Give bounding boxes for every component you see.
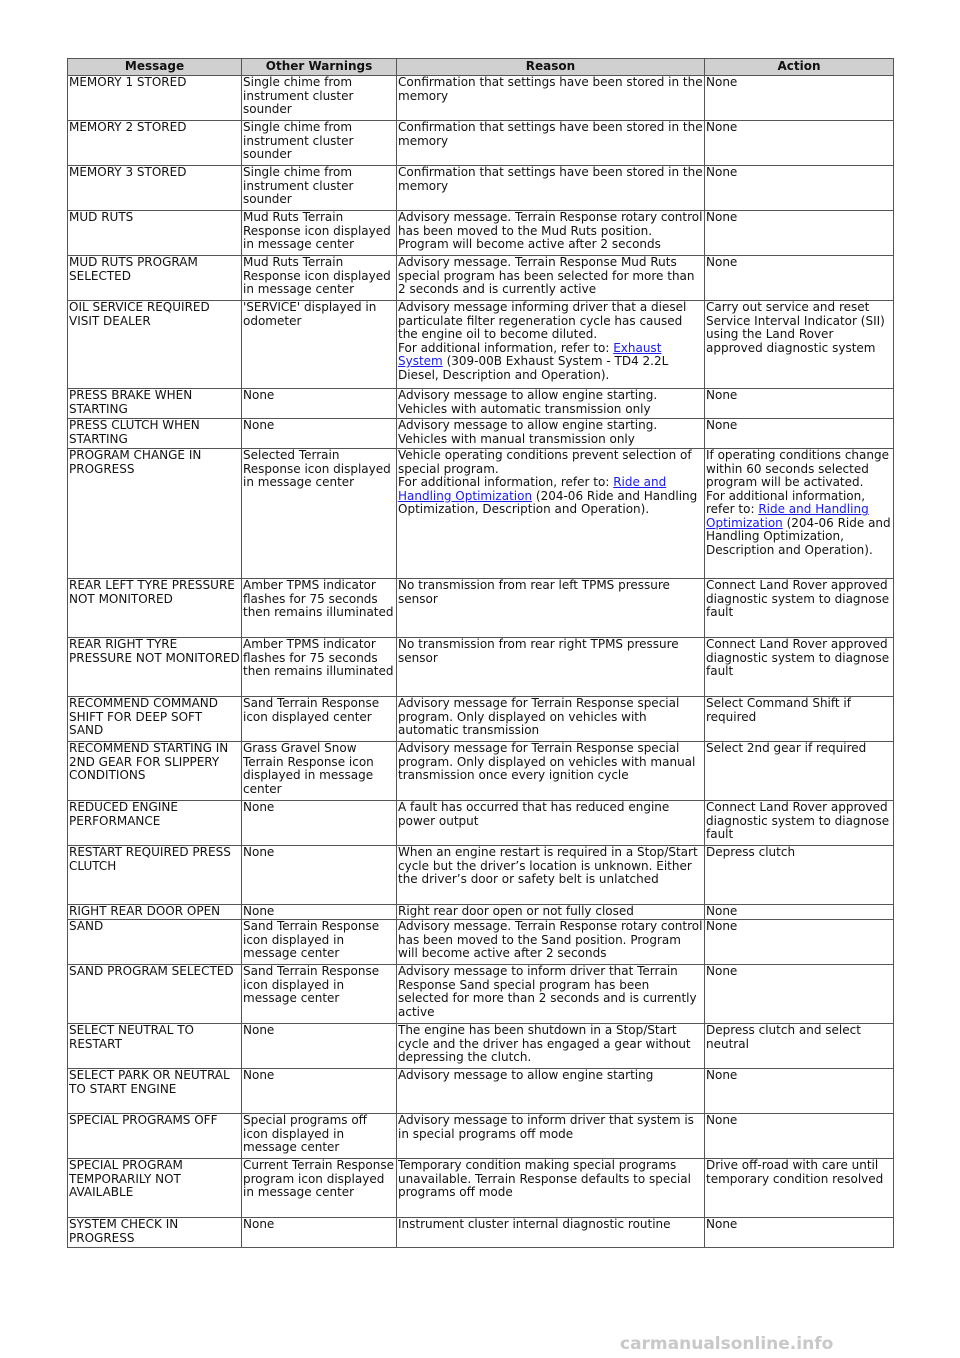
- cell-message: [68, 256, 242, 301]
- cell-other-warnings: [242, 301, 397, 389]
- cell-reason: [397, 1218, 705, 1248]
- cell-message: [68, 579, 242, 638]
- cell-other-warnings-text: None: [243, 1068, 275, 1082]
- cell-message-text: SPECIAL PROGRAM TEMPORARILY NOT AVAILABLE: [69, 1158, 183, 1199]
- cell-reason: [397, 638, 705, 697]
- cell-message: [68, 697, 242, 742]
- cell-message-text: SELECT PARK OR NEUTRAL TO START ENGINE: [69, 1068, 230, 1096]
- cell-other-warnings-text: Amber TPMS indicator flashes for 75 seconds then remains illuminated: [243, 578, 394, 619]
- cell-message: [68, 166, 242, 211]
- cell-message-text: MEMORY 2 STORED: [69, 120, 187, 134]
- cell-message-text: RECOMMEND COMMAND SHIFT FOR DEEP SOFT SAND: [69, 696, 219, 737]
- table-row: [68, 301, 894, 389]
- cell-message: [68, 905, 242, 920]
- cell-other-warnings: [242, 166, 397, 211]
- watermark: carmanualsonline.info: [620, 1334, 834, 1354]
- cell-action-text: None: [706, 388, 738, 402]
- cell-other-warnings-text: Amber TPMS indicator flashes for 75 seconds then remains illuminated: [243, 637, 394, 678]
- cell-other-warnings: [242, 449, 397, 579]
- reference-suffix: (309-00B Exhaust System - TD4 2.2L Diesel, Description and Operation).: [398, 354, 669, 382]
- table-row: [68, 121, 894, 166]
- cell-other-warnings-text: Grass Gravel Snow Terrain Response icon displayed in message center: [243, 741, 374, 796]
- cell-action-text: Depress clutch: [706, 845, 796, 859]
- reference-prefix: For additional information, refer to:: [398, 475, 614, 489]
- cell-action: [705, 801, 894, 846]
- cell-reason: [397, 76, 705, 121]
- table-row: [68, 846, 894, 905]
- cell-message-text: RECOMMEND STARTING IN 2ND GEAR FOR SLIPPERY CONDITIONS: [69, 741, 229, 782]
- document-page: [67, 58, 893, 1248]
- cell-message: [68, 965, 242, 1024]
- cell-reason-text: Confirmation that settings have been stored in the memory: [398, 75, 703, 103]
- cell-action-text: None: [706, 1217, 738, 1231]
- cell-message: [68, 1024, 242, 1069]
- table-row: [68, 1159, 894, 1218]
- cell-action: [705, 1024, 894, 1069]
- cell-other-warnings: [242, 846, 397, 905]
- table-header-row: [68, 59, 894, 76]
- cell-reason: [397, 389, 705, 419]
- cell-message-text: PRESS BRAKE WHEN STARTING: [69, 388, 193, 416]
- cell-action: [705, 1218, 894, 1248]
- reference-link[interactable]: Ride and Handling Optimization: [398, 475, 667, 503]
- cell-other-warnings-text: None: [243, 1217, 275, 1231]
- reference-prefix: For additional information, refer to:: [398, 340, 614, 355]
- cell-message: [68, 1159, 242, 1218]
- table-row: [68, 166, 894, 211]
- cell-other-warnings: [242, 920, 397, 965]
- table-row: [68, 965, 894, 1024]
- cell-action-text: Drive off-road with care until temporary condition resolved: [706, 1158, 884, 1186]
- cell-reason-text: Advisory message to allow engine starting. Vehicles with manual transmission only: [398, 418, 658, 446]
- header-message: Message: [68, 59, 242, 76]
- cell-message: [68, 389, 242, 419]
- cell-action-text: None: [706, 120, 738, 134]
- table-row: [68, 389, 894, 419]
- cell-reason: [397, 846, 705, 905]
- cell-other-warnings-text: Sand Terrain Response icon displayed center: [243, 696, 380, 724]
- reference-link[interactable]: Exhaust System: [398, 340, 662, 368]
- cell-other-warnings-text: None: [243, 800, 275, 814]
- cell-reason: [397, 801, 705, 846]
- cell-action: [705, 965, 894, 1024]
- cell-reason-text: When an engine restart is required in a Stop/Start cycle but the driver’s location is unknown. Either the driver’s door or safety belt is unlatched: [398, 845, 698, 886]
- cell-message: [68, 449, 242, 579]
- cell-other-warnings: [242, 211, 397, 256]
- cell-message-text: RESTART REQUIRED PRESS CLUTCH: [69, 845, 231, 873]
- cell-action: [705, 256, 894, 301]
- cell-reason: [397, 256, 705, 301]
- cell-action-text: None: [706, 75, 738, 89]
- table-row: [68, 1114, 894, 1159]
- cell-message-text: PRESS CLUTCH WHEN STARTING: [69, 418, 200, 446]
- cell-reason-text: A fault has occurred that has reduced engine power output: [398, 800, 670, 828]
- cell-reason: [397, 1024, 705, 1069]
- table-row: [68, 905, 894, 920]
- cell-message-text: MUD RUTS: [69, 210, 134, 224]
- cell-message: [68, 742, 242, 801]
- cell-other-warnings-text: None: [243, 1023, 275, 1037]
- cell-other-warnings-text: Mud Ruts Terrain Response icon displayed in message center: [243, 255, 391, 296]
- cell-other-warnings: [242, 76, 397, 121]
- cell-action-text: Depress clutch and select neutral: [706, 1023, 861, 1051]
- table-row: [68, 697, 894, 742]
- table-row: [68, 1024, 894, 1069]
- cell-action-text: None: [706, 210, 738, 224]
- cell-message: [68, 76, 242, 121]
- cell-action: [705, 211, 894, 256]
- cell-reason: [397, 301, 705, 389]
- cell-reason-text: No transmission from rear left TPMS pressure sensor: [398, 578, 670, 606]
- table-row: [68, 256, 894, 301]
- cell-message: [68, 638, 242, 697]
- cell-action-text: None: [706, 919, 738, 933]
- table-row: [68, 579, 894, 638]
- cell-other-warnings-text: Special programs off icon displayed in message center: [243, 1113, 367, 1154]
- cell-other-warnings-text: None: [243, 388, 275, 402]
- cell-reason: [397, 920, 705, 965]
- cell-action: [705, 920, 894, 965]
- cell-action-text: None: [706, 904, 738, 918]
- cell-other-warnings-text: Sand Terrain Response icon displayed in message center: [243, 964, 380, 1005]
- cell-action-text: Connect Land Rover approved diagnostic system to diagnose fault: [706, 637, 890, 678]
- cell-message: [68, 801, 242, 846]
- cell-message: [68, 1114, 242, 1159]
- cell-action: [705, 905, 894, 920]
- cell-message-text: REAR RIGHT TYRE PRESSURE NOT MONITORED: [69, 637, 240, 665]
- cell-action-text: Select Command Shift if required: [706, 696, 851, 724]
- cell-action-text: None: [706, 1068, 738, 1082]
- cell-other-warnings-text: Mud Ruts Terrain Response icon displayed in message center: [243, 210, 391, 251]
- cell-other-warnings-text: 'SERVICE' displayed in odometer: [243, 300, 377, 328]
- cell-reason: [397, 697, 705, 742]
- cell-other-warnings: [242, 1218, 397, 1248]
- cell-message-text: REAR LEFT TYRE PRESSURE NOT MONITORED: [69, 578, 235, 606]
- cell-message-text: MEMORY 3 STORED: [69, 165, 187, 179]
- cell-action-text: None: [706, 1113, 738, 1127]
- cell-reason-text: Right rear door open or not fully closed: [398, 904, 634, 918]
- cell-other-warnings: [242, 419, 397, 449]
- cell-message: [68, 419, 242, 449]
- reference-link[interactable]: Ride and Handling Optimization: [706, 502, 869, 530]
- cell-reason: [397, 121, 705, 166]
- cell-action: [705, 166, 894, 211]
- cell-other-warnings: [242, 905, 397, 920]
- cell-action-text: Connect Land Rover approved diagnostic system to diagnose fault: [706, 578, 890, 619]
- cell-message: [68, 1218, 242, 1248]
- cell-other-warnings: [242, 1159, 397, 1218]
- cell-message: [68, 1069, 242, 1114]
- cell-other-warnings-text: None: [243, 845, 275, 859]
- cell-message: [68, 846, 242, 905]
- cell-reason: [397, 449, 705, 579]
- cell-action-text: If operating conditions change within 60 seconds selected program will be activated.: [706, 448, 889, 489]
- cell-action: [705, 1114, 894, 1159]
- cell-other-warnings: [242, 579, 397, 638]
- cell-action-text: Carry out service and reset Service Interval Indicator (SII) using the Land Rover approved diagnostic system: [706, 300, 885, 355]
- cell-other-warnings-text: Current Terrain Response program icon displayed in message center: [243, 1158, 394, 1199]
- cell-other-warnings: [242, 1024, 397, 1069]
- cell-action: [705, 742, 894, 801]
- cell-message-text: SAND PROGRAM SELECTED: [69, 964, 234, 978]
- cell-other-warnings: [242, 1114, 397, 1159]
- cell-reason: [397, 166, 705, 211]
- cell-reason-text: Advisory message. Terrain Response rotary control has been moved to the Sand position. Program will become active after 2 seconds: [398, 919, 703, 960]
- table-row: [68, 1218, 894, 1248]
- cell-action: [705, 76, 894, 121]
- cell-reason-text: Confirmation that settings have been stored in the memory: [398, 165, 703, 193]
- cell-other-warnings: [242, 742, 397, 801]
- warning-messages-table: [67, 58, 894, 1248]
- cell-other-warnings-text: None: [243, 904, 275, 918]
- cell-reason-text: Advisory message to allow engine starting. Vehicles with automatic transmission only: [398, 388, 658, 416]
- cell-reason: [397, 905, 705, 920]
- table-row: [68, 801, 894, 846]
- table-row: [68, 211, 894, 256]
- cell-message-text: PROGRAM CHANGE IN PROGRESS: [69, 448, 202, 476]
- cell-action: [705, 121, 894, 166]
- header-reason: Reason: [397, 59, 705, 76]
- cell-reason: [397, 1159, 705, 1218]
- cell-reason-text: Advisory message. Terrain Response Mud Ruts special program has been selected for more than 2 seconds and is currently active: [398, 255, 695, 296]
- cell-action: [705, 419, 894, 449]
- cell-message-text: RIGHT REAR DOOR OPEN: [69, 904, 221, 918]
- cell-action: [705, 579, 894, 638]
- cell-other-warnings: [242, 1069, 397, 1114]
- cell-reason-text: Advisory message. Terrain Response rotary control has been moved to the Mud Ruts position. Program will become active after 2 seconds: [398, 210, 703, 251]
- cell-message-text: MUD RUTS PROGRAM SELECTED: [69, 255, 198, 283]
- cell-reason: [397, 211, 705, 256]
- table-row: [68, 419, 894, 449]
- cell-action: [705, 1069, 894, 1114]
- cell-message-text: OIL SERVICE REQUIRED VISIT DEALER: [69, 300, 210, 328]
- cell-action: [705, 638, 894, 697]
- table-row: [68, 1069, 894, 1114]
- table-row: [68, 638, 894, 697]
- cell-other-warnings-text: Single chime from instrument cluster sounder: [243, 165, 354, 206]
- cell-message: [68, 121, 242, 166]
- cell-message-text: SAND: [69, 919, 104, 933]
- cell-reason: [397, 742, 705, 801]
- table-row: [68, 76, 894, 121]
- cell-reason-text: Advisory message informing driver that a diesel particulate filter regeneration cycle has caused the engine oil to become diluted.: [398, 300, 687, 341]
- cell-reason-text: Confirmation that settings have been stored in the memory: [398, 120, 703, 148]
- cell-other-warnings-text: Single chime from instrument cluster sounder: [243, 120, 354, 161]
- cell-action: [705, 449, 894, 579]
- cell-other-warnings: [242, 389, 397, 419]
- cell-other-warnings: [242, 256, 397, 301]
- table-row: [68, 920, 894, 965]
- cell-reason-text: Advisory message for Terrain Response special program. Only displayed on vehicles with manual transmission once every ignition cycle: [398, 741, 696, 782]
- cell-message-text: SYSTEM CHECK IN PROGRESS: [69, 1217, 179, 1245]
- cell-reason-text: No transmission from rear right TPMS pressure sensor: [398, 637, 679, 665]
- cell-reason: [397, 965, 705, 1024]
- cell-action-text: Connect Land Rover approved diagnostic system to diagnose fault: [706, 800, 890, 841]
- cell-reason-text: Advisory message to inform driver that Terrain Response Sand special program has been selected for more than 2 seconds and is currently active: [398, 964, 697, 1019]
- cell-action: [705, 1159, 894, 1218]
- cell-action: [705, 389, 894, 419]
- cell-other-warnings: [242, 965, 397, 1024]
- reference-suffix: (204-06 Ride and Handling Optimization, Description and Operation).: [398, 488, 698, 516]
- cell-message: [68, 211, 242, 256]
- cell-reason-text: Advisory message to inform driver that system is in special programs off mode: [398, 1113, 694, 1141]
- cell-action: [705, 697, 894, 742]
- cell-reason: [397, 419, 705, 449]
- cell-action-text: None: [706, 418, 738, 432]
- cell-action-text: Select 2nd gear if required: [706, 741, 867, 755]
- cell-reason-text: Advisory message to allow engine starting: [398, 1068, 654, 1082]
- cell-action-text: None: [706, 964, 738, 978]
- cell-other-warnings: [242, 638, 397, 697]
- cell-message-text: REDUCED ENGINE PERFORMANCE: [69, 800, 178, 828]
- cell-action-text: None: [706, 255, 738, 269]
- reference-suffix: (204-06 Ride and Handling Optimization, Description and Operation).: [706, 515, 891, 557]
- cell-other-warnings-text: None: [243, 418, 275, 432]
- cell-other-warnings-text: Selected Terrain Response icon displayed in message center: [243, 448, 391, 489]
- cell-reason: [397, 1069, 705, 1114]
- cell-reason-text: The engine has been shutdown in a Stop/Start cycle and the driver has engaged a gear without depressing the clutch.: [398, 1023, 691, 1064]
- cell-reason-text: Advisory message for Terrain Response special program. Only displayed on vehicles with automatic transmission: [398, 696, 680, 737]
- cell-message: [68, 301, 242, 389]
- cell-action: [705, 846, 894, 905]
- cell-action: [705, 301, 894, 389]
- cell-message-text: MEMORY 1 STORED: [69, 75, 187, 89]
- cell-reason-text: Temporary condition making special programs unavailable. Terrain Response defaults to special programs off mode: [398, 1158, 691, 1199]
- cell-other-warnings-text: Single chime from instrument cluster sounder: [243, 75, 354, 116]
- cell-other-warnings: [242, 801, 397, 846]
- cell-other-warnings: [242, 697, 397, 742]
- table-row: [68, 449, 894, 579]
- cell-message: [68, 920, 242, 965]
- table-row: [68, 742, 894, 801]
- cell-message-text: SELECT NEUTRAL TO RESTART: [69, 1023, 194, 1051]
- cell-reason-text: Vehicle operating conditions prevent selection of special program.: [398, 448, 692, 476]
- cell-reason-text: Instrument cluster internal diagnostic routine: [398, 1217, 671, 1231]
- cell-action-text: None: [706, 165, 738, 179]
- cell-reason: [397, 1114, 705, 1159]
- cell-other-warnings-text: Sand Terrain Response icon displayed in message center: [243, 919, 380, 960]
- reference-prefix: For additional information, refer to:: [706, 488, 866, 516]
- cell-other-warnings: [242, 121, 397, 166]
- header-action: Action: [705, 59, 894, 76]
- cell-message-text: SPECIAL PROGRAMS OFF: [69, 1113, 218, 1127]
- header-other-warnings: Other Warnings: [242, 59, 397, 76]
- cell-reason: [397, 579, 705, 638]
